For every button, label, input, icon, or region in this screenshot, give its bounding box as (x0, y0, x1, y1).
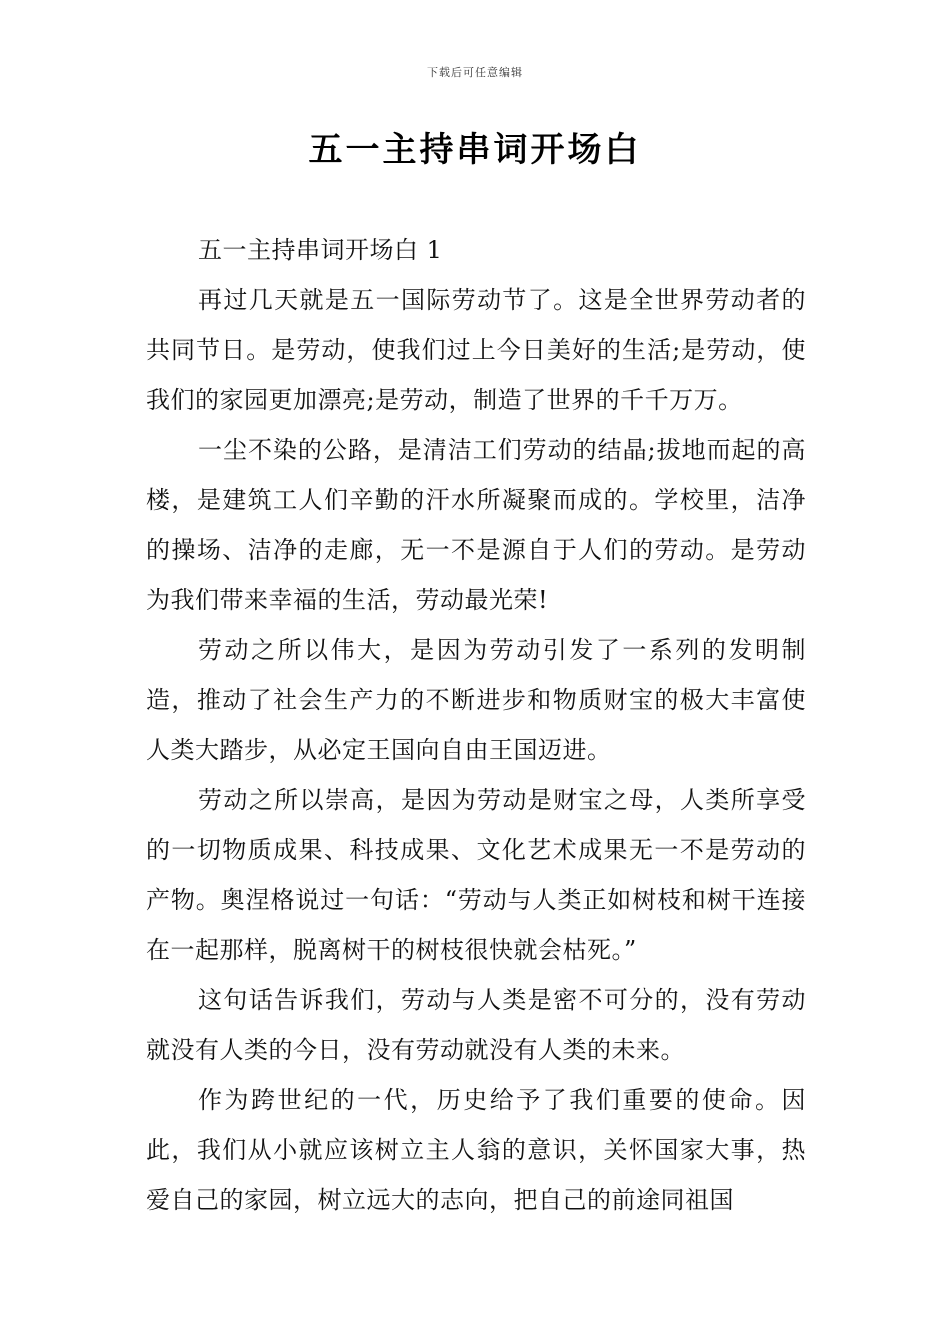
paragraph: 劳动之所以伟大，是因为劳动引发了一系列的发明制造，推动了社会生产力的不断进步和物质财宝的极大丰富使人类大踏步，从必定王国向自由王国迈进。 (146, 636, 806, 764)
header-note: 下载后可任意编辑 (427, 66, 523, 79)
document-body (146, 225, 806, 1225)
document-title: 五一主持串词开场白 (308, 130, 642, 170)
paragraph: 一尘不染的公路，是清洁工们劳动的结晶;拔地而起的高楼，是建筑工人们辛勤的汗水所凝聚而成的。学校里，洁净的操场、洁净的走廊，无一不是源自于人们的劳动。是劳动为我们带来幸福的生活，劳动最光荣! (146, 436, 806, 614)
paragraph: 作为跨世纪的一代，历史给予了我们重要的使命。因此，我们从小就应该树立主人翁的意识，关怀国家大事，热爱自己的家园，树立远大的志向，把自己的前途同祖国 (146, 1086, 806, 1214)
section-heading: 五一主持串词开场白 1 (198, 236, 443, 264)
paragraph: 这句话告诉我们，劳动与人类是密不可分的，没有劳动就没有人类的今日，没有劳动就没有人类的未来。 (146, 986, 806, 1064)
paragraph: 再过几天就是五一国际劳动节了。这是全世界劳动者的共同节日。是劳动，使我们过上今日美好的生活;是劳动，使我们的家园更加漂亮;是劳动，制造了世界的千千万万。 (146, 286, 806, 414)
paragraph: 劳动之所以崇高，是因为劳动是财宝之母，人类所享受的一切物质成果、科技成果、文化艺术成果无一不是劳动的产物。奥涅格说过一句话：“劳动与人类正如树枝和树干连接在一起那样，脱离树干的树枝很快就会枯死。” (146, 786, 806, 964)
